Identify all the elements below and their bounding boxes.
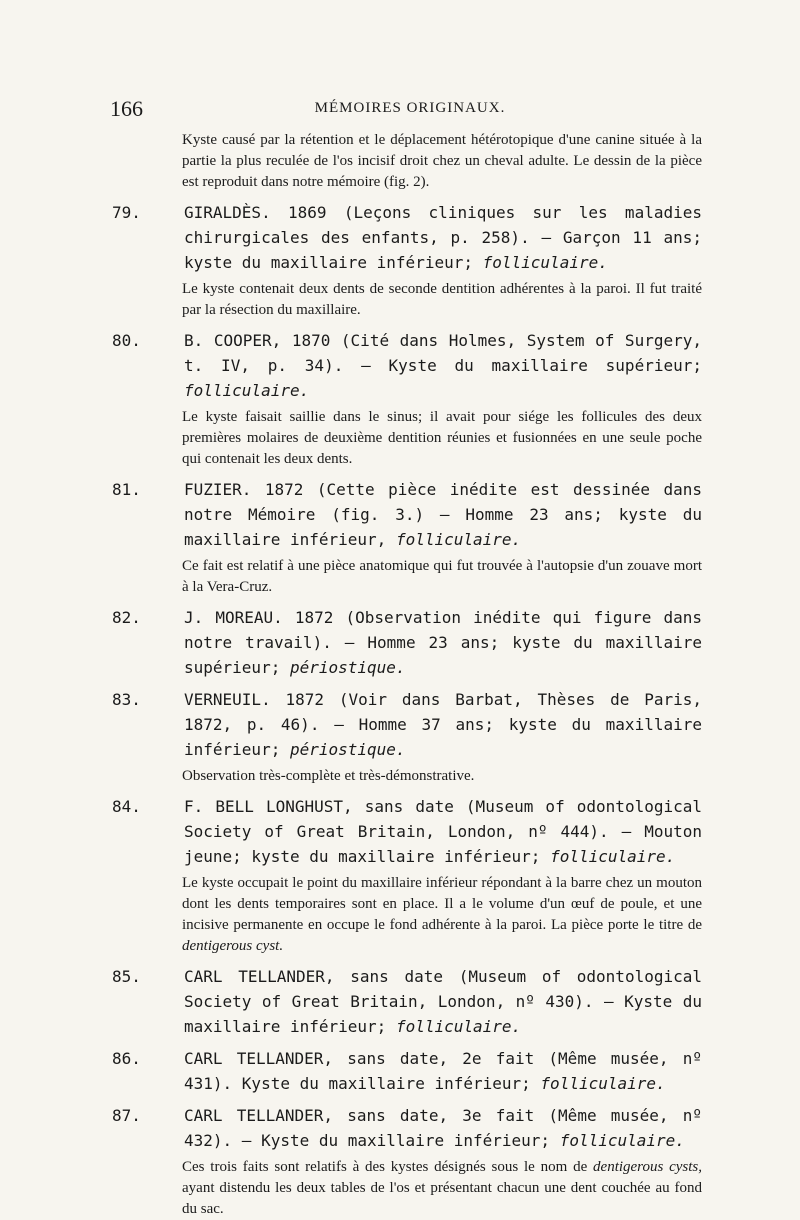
entry-type: folliculaire. bbox=[184, 381, 310, 400]
entry-list bbox=[112, 200, 702, 1153]
entry-type: périostique. bbox=[289, 658, 406, 677]
entry bbox=[112, 794, 702, 957]
entry-text: F. BELL LONGHUST, sans date (Museum of odontological Society of Great Britain, London, nº 444). — Mouton jeune; kyste du maxillaire inférieur; bbox=[184, 797, 702, 866]
entry-text: GIRALDÈS. 1869 (Leçons cliniques sur les maladies chirurgicales des enfants, p. 258). — Garçon 11 ans; kyste du maxillaire inférieur; bbox=[184, 203, 702, 272]
entry-text: FUZIER. 1872 (Cette pièce inédite est dessinée dans notre Mémoire (fig. 3.) — Homme 23 ans; kyste du maxillaire inférieur, bbox=[184, 480, 702, 549]
entry-type: folliculaire. bbox=[482, 253, 608, 272]
closing-note-italic: dentigerous cysts, bbox=[593, 1159, 702, 1175]
entry bbox=[112, 328, 702, 470]
entry-number: 80. bbox=[112, 331, 141, 350]
entry-type: folliculaire. bbox=[550, 847, 676, 866]
entry-note bbox=[112, 766, 702, 787]
closing-note bbox=[112, 1157, 702, 1220]
entry bbox=[112, 1046, 702, 1096]
entry-number: 84. bbox=[112, 797, 141, 816]
entry-heading bbox=[112, 200, 702, 275]
entry-text: VERNEUIL. 1872 (Voir dans Barbat, Thèses de Paris, 1872, p. 46). — Homme 37 ans; kyste du maxillaire inférieur; bbox=[184, 690, 702, 759]
entry-note-text: Ce fait est relatif à une pièce anatomique qui fut trouvée à l'autopsie d'un zouave mort à la Vera-Cruz. bbox=[182, 558, 702, 595]
entry-number: 87. bbox=[112, 1106, 141, 1125]
entry-type: périostique. bbox=[289, 740, 406, 759]
entry-note-italic: dentigerous cyst. bbox=[182, 938, 284, 954]
entry-heading bbox=[112, 687, 702, 762]
entry bbox=[112, 687, 702, 787]
entry bbox=[112, 477, 702, 598]
entry-number: 82. bbox=[112, 608, 141, 627]
entry-number: 85. bbox=[112, 967, 141, 986]
entry-heading bbox=[112, 605, 702, 680]
entry-note bbox=[112, 279, 702, 321]
entry-note bbox=[112, 407, 702, 470]
entry-text: B. COOPER, 1870 (Cité dans Holmes, System of Surgery, t. IV, p. 34). — Kyste du maxillaire supérieur; bbox=[184, 331, 702, 375]
entry-number: 79. bbox=[112, 203, 141, 222]
entry-text: J. MOREAU. 1872 (Observation inédite qui figure dans notre travail). — Homme 23 ans; kyste du maxillaire supérieur; bbox=[184, 608, 702, 677]
entry-number: 81. bbox=[112, 480, 141, 499]
entry-note bbox=[112, 873, 702, 957]
entry-type: folliculaire. bbox=[540, 1074, 666, 1093]
entry-heading bbox=[112, 1103, 702, 1153]
entry-text: CARL TELLANDER, sans date (Museum of odontological Society of Great Britain, London, nº 430). — Kyste du maxillaire inférieur; bbox=[184, 967, 702, 1036]
entry-number: 83. bbox=[112, 690, 141, 709]
entry-heading bbox=[112, 477, 702, 552]
entry-note-text: Le kyste contenait deux dents de seconde dentition adhérentes à la paroi. Il fut traité par la résection du maxillaire. bbox=[182, 281, 702, 318]
entry bbox=[112, 964, 702, 1039]
entry-note-text: Le kyste faisait saillie dans le sinus; il avait pour siége les follicules des deux premières molaires de deuxième dentition réunies et fusionnées en une seule poche qui contenait les deux dents. bbox=[182, 409, 702, 467]
entry-note-text: Le kyste occupait le point du maxillaire inférieur répondant à la barre chez un mouton dont les dents temporaires sont en place. Il a le volume d'un œuf de poule, et une incisive permanente en occupe le fond adhérente à la paroi. La pièce porte le titre de bbox=[182, 875, 702, 933]
entry-type: folliculaire. bbox=[395, 1017, 522, 1036]
closing-note-text-end: ayant distendu les deux tables de l'os et présentant chacun une dent couchée au fond du sac. bbox=[182, 1180, 702, 1217]
entry bbox=[112, 200, 702, 321]
entry-type: folliculaire. bbox=[395, 530, 522, 549]
entry bbox=[112, 1103, 702, 1153]
entry-note bbox=[112, 556, 702, 598]
closing-note-text: Ces trois faits sont relatifs à des kystes désignés sous le nom de bbox=[182, 1159, 588, 1175]
entry bbox=[112, 605, 702, 680]
page-header bbox=[110, 96, 710, 122]
page-body bbox=[112, 130, 702, 1220]
running-title: MÉMOIRES ORIGINAUX. bbox=[314, 100, 506, 116]
entry-heading bbox=[112, 1046, 702, 1096]
entry-text: CARL TELLANDER, sans date, 2e fait (Même musée, nº 431). Kyste du maxillaire inférieur; bbox=[184, 1049, 702, 1093]
entry-heading bbox=[112, 794, 702, 869]
entry-text: CARL TELLANDER, sans date, 3e fait (Même musée, nº 432). — Kyste du maxillaire inférieur; bbox=[184, 1106, 702, 1150]
entry-type: folliculaire. bbox=[559, 1131, 685, 1150]
entry-heading bbox=[112, 964, 702, 1039]
entry-note-text: Observation très-complète et très-démonstrative. bbox=[182, 768, 475, 784]
entry-number: 86. bbox=[112, 1049, 141, 1068]
page-number: 166 bbox=[110, 96, 143, 121]
entry-heading bbox=[112, 328, 702, 403]
intro-note: Kyste causé par la rétention et le déplacement hétérotopique d'une canine située à la partie la plus reculée de l'os incisif droit chez un cheval adulte. Le dessin de la pièce est reproduit dans notre mémoire (fig. 2). bbox=[182, 132, 702, 190]
